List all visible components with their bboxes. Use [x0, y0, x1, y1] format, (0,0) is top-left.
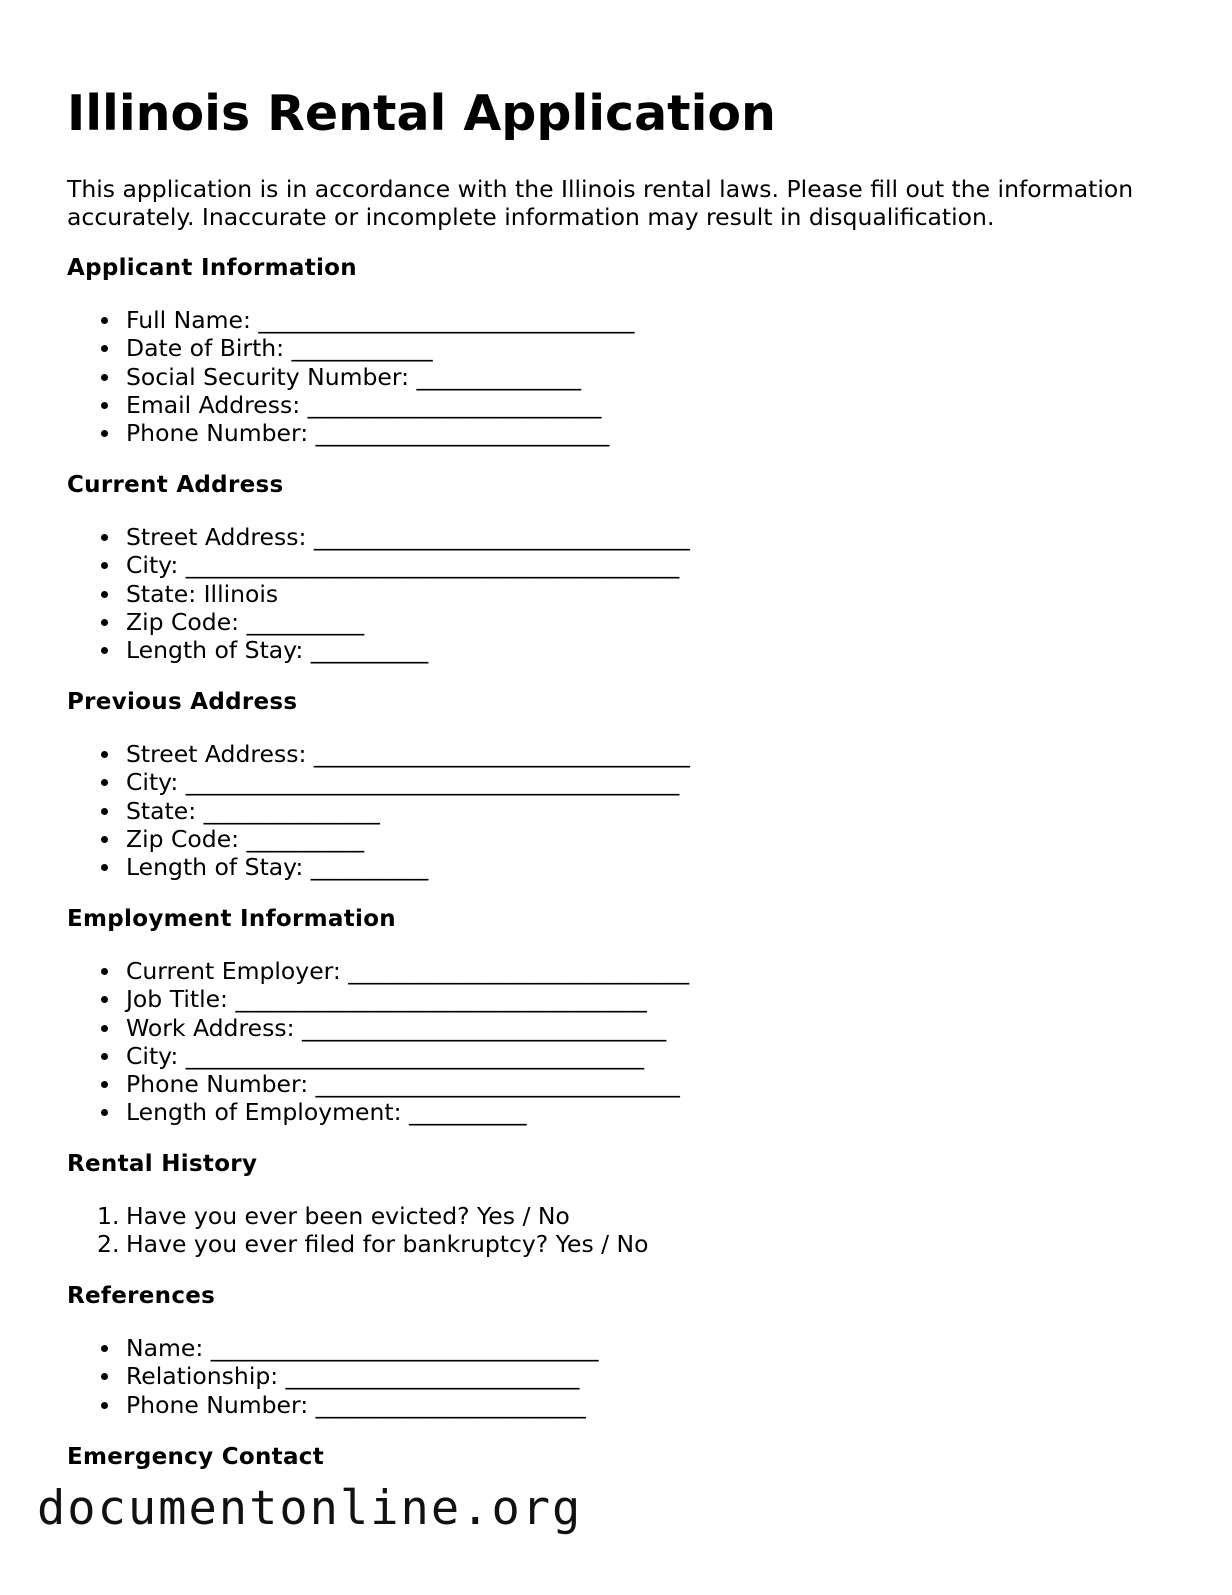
field-blank[interactable]: _______________________________ — [315, 1070, 680, 1099]
field-label: Phone Number: — [126, 419, 309, 448]
field-label: Zip Code: — [126, 607, 240, 636]
full-name-field — [67, 306, 1167, 334]
phone-field — [67, 419, 1167, 447]
street-address-field — [67, 523, 1167, 551]
state-field — [67, 797, 1167, 825]
field-blank[interactable]: ________________________________ — [258, 306, 635, 334]
field-blank[interactable]: _________________________ — [307, 390, 602, 419]
field-blank[interactable]: _______________ — [203, 796, 380, 825]
field-value: Illinois — [203, 579, 279, 608]
length-of-employment-field — [67, 1098, 1167, 1126]
current-employer-field — [67, 957, 1167, 985]
section-heading: References — [67, 1283, 216, 1309]
current-address-section — [67, 471, 1167, 665]
item-number: 2. — [97, 1230, 120, 1259]
field-label: Email Address: — [126, 390, 301, 419]
employment-information-section — [67, 905, 1167, 1127]
length-of-stay-field — [67, 853, 1167, 881]
field-label: Phone Number: — [126, 1070, 309, 1099]
field-label: Phone Number: — [126, 1390, 309, 1419]
references-section — [67, 1282, 1167, 1419]
field-label: State: — [126, 579, 197, 608]
field-blank[interactable]: __________________________________________ — [185, 768, 680, 797]
item-number: 1. — [97, 1202, 120, 1230]
field-blank[interactable]: __________ — [310, 636, 429, 665]
section-heading: Employment Information — [67, 906, 396, 932]
field-label: Length of Stay: — [126, 636, 304, 665]
applicant-fields-list — [67, 306, 1167, 447]
length-of-stay-field — [67, 636, 1167, 664]
field-blank[interactable]: ______________ — [416, 362, 582, 391]
field-label: City: — [126, 768, 179, 797]
section-heading: Emergency Contact — [67, 1444, 324, 1470]
work-address-field — [67, 1014, 1167, 1042]
field-blank[interactable]: _________________________________ — [210, 1334, 599, 1362]
field-label: City: — [126, 551, 179, 580]
section-heading: Previous Address — [67, 689, 298, 715]
field-blank[interactable]: _______________________________ — [301, 1013, 667, 1042]
applicant-information-section — [67, 254, 1167, 448]
field-label: Work Address: — [126, 1013, 295, 1042]
phone-field — [67, 1070, 1167, 1098]
ssn-field — [67, 363, 1167, 391]
field-label: Full Name: — [126, 306, 251, 334]
current-address-fields-list — [67, 523, 1167, 664]
field-blank[interactable]: _________________________ — [285, 1362, 580, 1391]
section-heading: Applicant Information — [67, 255, 357, 281]
emergency-contact-section — [67, 1443, 1167, 1471]
field-blank[interactable]: __________ — [310, 853, 429, 882]
eviction-question — [67, 1202, 1167, 1230]
rental-history-list — [67, 1202, 1167, 1259]
field-label: State: — [126, 796, 197, 825]
question-text[interactable]: Have you ever been evicted? Yes / No — [126, 1202, 570, 1230]
section-heading: Current Address — [67, 472, 284, 498]
rental-history-section — [67, 1150, 1167, 1259]
references-fields-list — [67, 1334, 1167, 1419]
field-label: Job Title: — [126, 985, 228, 1014]
city-field — [67, 768, 1167, 796]
field-label: City: — [126, 1041, 179, 1070]
section-heading: Rental History — [67, 1151, 258, 1177]
relationship-field — [67, 1362, 1167, 1390]
intro-paragraph: This application is in accordance with the Illinois rental laws. Please fill out the information accurately. Inaccurate or incomplete information may result in disqualification. — [67, 175, 1134, 231]
field-label: Name: — [126, 1334, 204, 1362]
reference-phone-field — [67, 1391, 1167, 1419]
field-label: Length of Stay: — [126, 853, 304, 882]
field-blank[interactable]: ____________ — [291, 334, 433, 363]
page-title: Illinois Rental Application — [67, 85, 776, 142]
field-label: Relationship: — [126, 1362, 279, 1391]
field-blank[interactable]: ___________________________________ — [235, 985, 647, 1014]
field-label: Social Security Number: — [126, 362, 410, 391]
field-label: Street Address: — [126, 523, 307, 551]
field-blank[interactable]: ________________________________ — [313, 740, 690, 768]
field-blank[interactable]: __________ — [408, 1098, 527, 1127]
field-blank[interactable]: _______________________ — [315, 1390, 586, 1419]
reference-name-field — [67, 1334, 1167, 1362]
field-blank[interactable]: _______________________________________ — [185, 1041, 645, 1070]
field-label: Current Employer: — [126, 957, 341, 985]
field-label: Length of Employment: — [126, 1098, 402, 1127]
employment-fields-list — [67, 957, 1167, 1127]
date-of-birth-field — [67, 334, 1167, 362]
watermark: documentonline.org — [37, 1481, 583, 1536]
city-field — [67, 551, 1167, 579]
field-blank[interactable]: __________ — [246, 607, 365, 636]
previous-address-fields-list — [67, 740, 1167, 881]
zip-code-field — [67, 825, 1167, 853]
email-field — [67, 391, 1167, 419]
question-text[interactable]: Have you ever filed for bankruptcy? Yes / No — [126, 1230, 649, 1259]
street-address-field — [67, 740, 1167, 768]
field-label: Date of Birth: — [126, 334, 285, 363]
state-field — [67, 580, 1167, 608]
bankruptcy-question — [67, 1230, 1167, 1258]
field-blank[interactable]: __________________________________________ — [185, 551, 680, 580]
field-blank[interactable]: __________ — [246, 824, 365, 853]
field-blank[interactable]: _____________________________ — [348, 957, 690, 985]
city-field — [67, 1042, 1167, 1070]
field-blank[interactable]: _________________________ — [315, 419, 610, 448]
field-label: Zip Code: — [126, 824, 240, 853]
job-title-field — [67, 985, 1167, 1013]
field-label: Street Address: — [126, 740, 307, 768]
previous-address-section — [67, 688, 1167, 882]
field-blank[interactable]: ________________________________ — [313, 523, 690, 551]
zip-code-field — [67, 608, 1167, 636]
